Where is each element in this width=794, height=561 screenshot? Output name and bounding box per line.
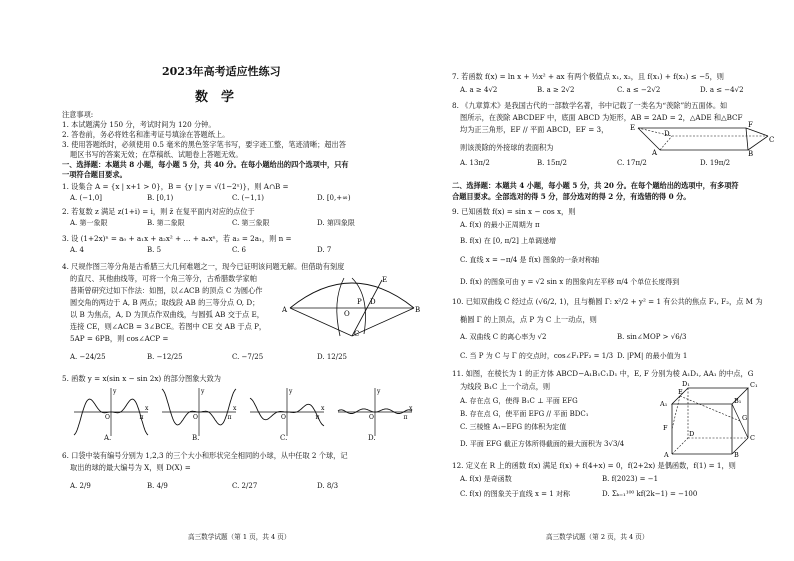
footer-left: 高三数学试题（第 1 页，共 4 页） (188, 533, 291, 541)
q5-graphs (62, 386, 432, 444)
q9-stem: 9. 已知函数 f(x) = sin x − cos x，则 (452, 207, 576, 216)
origin-label: O (193, 414, 198, 421)
q8-figure (628, 120, 778, 156)
q2-option-c[interactable]: C. 第三象限 (232, 219, 270, 227)
pi-label: π (227, 414, 232, 421)
q2-option-b[interactable]: B. 第二象限 (147, 219, 185, 227)
edge-fc (746, 128, 768, 136)
label-e: E (382, 276, 388, 284)
label-c: C (354, 330, 360, 338)
hyperbola (352, 278, 366, 334)
circle-arc (290, 283, 414, 308)
q8-option-d[interactable]: D. 19π/2 (700, 159, 731, 167)
q11-option-d[interactable]: D. 平面 EFG 截正方体所得截面的最大面积为 3√3/4 (460, 440, 625, 448)
q11-option-b[interactable]: B. 存在点 G，使平面 EFG // 平面 BDC₁ (460, 410, 589, 418)
section1-heading-2: 一项符合题目要求。 (62, 170, 127, 179)
q11-option-a[interactable]: A. 存在点 G，使得 B₁C ⊥ 平面 EFG (460, 397, 578, 405)
edge-ad (672, 438, 688, 454)
label-b: B (415, 306, 421, 314)
q7-option-d[interactable]: D. a ≤ −4√2 (700, 86, 744, 94)
q8-line: 则该羡除的外接球的表面积为 (460, 143, 554, 152)
q7-option-b[interactable]: B. a ≥ 2√2 (537, 86, 575, 94)
label-a: A (664, 451, 669, 458)
right-page (452, 0, 782, 561)
label-b: B (748, 150, 754, 156)
notice-line: 1. 本试题满分 150 分，考试时间为 120 分钟。 (62, 120, 216, 129)
q7-stem: 7. 若函数 f(x) = ln x + ½x² + ax 有两个极值点 x₁, x₂，且 f(x₁) + f(x₂) ≤ −5，则 (452, 72, 724, 81)
q1-option-b[interactable]: B. [0,1) (147, 194, 174, 202)
graph-b (162, 388, 237, 436)
segment-eg (680, 396, 740, 421)
pi-label: π (139, 414, 144, 421)
label-c1: C₁ (750, 381, 758, 389)
label-c: C (750, 434, 755, 442)
y-label: y (289, 388, 293, 395)
notice-line: 题区书写的答案无效；在草稿纸、试题卷上答题无效。 (70, 150, 243, 159)
label-a: A (652, 149, 658, 156)
q4-line: 普斯曾研究过如下作法：如图，以∠ACB 的顶点 C 为圆心作 (70, 286, 263, 295)
q12-option-a[interactable]: A. f(x) 是奇函数 (460, 475, 512, 483)
segment-cb (352, 308, 414, 336)
q10-option-d[interactable]: D. |PM| 的最小值为 1 (617, 352, 688, 360)
section2-heading: 二、选择题：本题共 4 小题，每小题 5 分，共 20 分。在每个题给出的选项中，有多项符 (452, 181, 739, 190)
label-e: E (678, 388, 683, 396)
q3-option-b[interactable]: B. 5 (147, 246, 162, 254)
edge-ea (638, 128, 660, 150)
q10-option-a[interactable]: A. 双曲线 C 的离心率为 √2 (460, 333, 547, 341)
q12-stem: 12. 定义在 R 上的函数 f(x) 满足 f(x) + f(4+x) = 0，f(2+2x) 是偶函数，f(1) = 1，则 (452, 461, 736, 470)
q6-option-a[interactable]: A. 2/9 (70, 482, 91, 490)
label-a: A (282, 306, 288, 314)
q2-option-a[interactable]: A. 第一象限 (70, 219, 108, 227)
q9-option-a[interactable]: A. f(x) 的最小正周期为 π (460, 221, 540, 229)
q5-stem: 5. 函数 y = x(sin x − sin 2x) 的部分图象大致为 (62, 374, 221, 383)
x-label: x (409, 405, 413, 412)
q1-option-d[interactable]: D. [0,+∞) (317, 194, 351, 202)
label-f: F (748, 121, 753, 129)
segment-ca (290, 308, 352, 336)
q11-figure (658, 378, 778, 458)
q1-option-c[interactable]: C. (−1,1) (232, 194, 265, 202)
notice-line: 3. 使用答题纸时，必须使用 0.5 毫米的黑色签字笔书写，要字迹工整，笔迹清晰；超出答 (62, 140, 346, 149)
graph-a (74, 388, 149, 436)
q1-stem: 1. 设集合 A = {x | x+1 > 0}，B = {y | y = √(1−2ˣ)}，则 A∩B = (62, 182, 289, 191)
q5-option-a[interactable]: A. (104, 434, 112, 442)
q4-option-b[interactable]: B. −12/25 (147, 353, 183, 361)
edge-ad (660, 136, 672, 150)
label-b: B (734, 451, 739, 458)
label-o: O (344, 310, 350, 318)
q8-option-a[interactable]: A. 13π/2 (460, 159, 490, 167)
pi-label: π (315, 414, 320, 421)
q1-option-a[interactable]: A. (−1,0] (70, 194, 102, 202)
pi-label: π (403, 414, 408, 421)
q11-option-c[interactable]: C. 三棱锥 A₁−EFG 的体积为定值 (460, 423, 567, 431)
q3-option-a[interactable]: A. 4 (70, 246, 84, 254)
notice-head: 注意事项: (62, 110, 94, 119)
hyperbola-branch (337, 278, 344, 336)
q3-stem: 3. 设 (1+2x)ⁿ = a₀ + a₁x + a₂x² + … + aₙxⁿ，若 a₂ = 2a₁，则 n = (62, 234, 292, 243)
q8-line: 均为正三角形，EF // 平面 ABCD，EF = 3， (460, 125, 609, 134)
q12-option-b[interactable]: B. f(2023) = −1 (602, 475, 659, 483)
origin-label: O (105, 414, 110, 421)
label-d: D (689, 430, 695, 438)
q5-option-c[interactable]: C. (280, 434, 288, 442)
q7-option-c[interactable]: C. a ≤ −2√2 (617, 86, 661, 94)
x-label: x (145, 405, 149, 412)
q4-line: 圆交角的两边于 A, B 两点；取线段 AB 的三等分点 O, D； (70, 298, 260, 307)
q11-line: 为线段 B₁C 上一个动点，则 (460, 382, 551, 391)
x-label: x (233, 405, 237, 412)
q6-option-d[interactable]: D. 8/3 (317, 482, 339, 490)
edge-bc (748, 136, 768, 150)
q12-option-d[interactable]: D. Σₖ₌₁¹⁰⁰ kf(2k−1) = −100 (602, 490, 698, 498)
q5-option-b[interactable]: B. (192, 434, 200, 442)
footer-right: 高三数学试题（第 2 页，共 4 页） (546, 533, 649, 541)
label-d1: D₁ (682, 380, 690, 388)
edge-fb (746, 128, 748, 150)
q3-option-d[interactable]: D. 7 (317, 246, 332, 254)
q9-option-d[interactable]: D. f(x) 的图象可由 y = √2 sin x 的图象向左平移 π/4 个单位长度得到 (460, 278, 680, 286)
q6-option-b[interactable]: B. 4/9 (147, 482, 168, 490)
q7-option-a[interactable]: A. a ≥ 4√2 (460, 86, 498, 94)
q10-option-b[interactable]: B. sin∠MOP > √6/3 (617, 333, 687, 341)
q8-option-b[interactable]: B. 15π/2 (537, 159, 567, 167)
q12-option-c[interactable]: C. f(x) 的图象关于直线 x = 1 对称 (460, 490, 570, 498)
q4-line: 连接 CE，则∠ACB = 3∠BCE。若图中 CE 交 AB 于点 P， (70, 322, 267, 331)
label-f: F (663, 424, 668, 432)
q4-line: 4. 尺规作图三等分角是古希腊三大几何难题之一，现今已证明该问题无解。但借助有刻度 (62, 262, 345, 271)
q6-line: 6. 口袋中装有编号分别为 1,2,3 的三个大小和形状完全相同的小球，从中任取 2 个球，记 (62, 451, 348, 460)
section2-heading-2: 合题目要求。全部选对的得 5 分，部分选对的得 2 分，有选错的得 0 分。 (452, 192, 691, 201)
q4-option-a[interactable]: A. −24/25 (70, 353, 106, 361)
subject-title: 数 学 (195, 90, 235, 105)
x-label: x (321, 405, 325, 412)
q4-option-d[interactable]: D. 12/25 (317, 353, 347, 361)
label-p: P (357, 298, 362, 306)
q10-line: 10. 已知双曲线 C 经过点 (√6/2, 1)，且与椭圆 Γ: x²/2 + y² = 1 有公共的焦点 F₁, F₂，点 M 为 (452, 297, 763, 306)
q8-option-c[interactable]: C. 17π/2 (617, 159, 647, 167)
y-label: y (113, 388, 117, 395)
origin-label: O (281, 414, 286, 421)
graph-d (338, 388, 413, 436)
q4-line: 的直尺、其他曲线等，可将一个角三等分，古希腊数学家帕 (70, 274, 257, 283)
q2-option-d[interactable]: D. 第四象限 (317, 219, 355, 227)
q8-line: 图所示，在羡除 ABCDEF 中，底面 ABCD 为矩形，AB = 2AD = 2，△ADE 和△BCF (460, 113, 743, 122)
q2-stem: 2. 若复数 z 满足 z(1+i) = i，则 z̄ 在复平面内对应的点位于 (62, 207, 255, 216)
q3-option-c[interactable]: C. 6 (232, 246, 247, 254)
graph-c (250, 388, 325, 436)
label-c: C (769, 136, 775, 144)
label-d: D (664, 130, 670, 138)
origin-label: O (369, 414, 374, 421)
label-d: D (370, 298, 376, 306)
q4-line: 以 B 为焦点，A, D 为顶点作双曲线，与圆弧 AB 交于点 E， (70, 310, 264, 319)
y-label: y (377, 388, 381, 395)
q4-line: 5AP = 6PB，则 cos∠ACP = (70, 334, 169, 343)
label-g: G (742, 414, 748, 422)
q9-option-c[interactable]: C. 直线 x = −π/4 是 f(x) 图象的一条对称轴 (460, 256, 599, 264)
label-e: E (630, 124, 636, 132)
segment-ef (672, 396, 680, 429)
q6-option-c[interactable]: C. 2/27 (232, 482, 258, 490)
label-a1: A₁ (660, 400, 668, 408)
q4-option-c[interactable]: C. −7/25 (232, 353, 264, 361)
q10-option-c[interactable]: C. 当 P 为 C 与 Γ 的交点时，cos∠F₁PF₂ = 1/3 (460, 352, 614, 360)
q5-option-d[interactable]: D. (368, 434, 376, 442)
q4-figure (282, 276, 422, 338)
notice-line: 2. 答卷前，务必将姓名和准考证号填涂在答题纸上。 (62, 130, 230, 139)
section1-heading: 一、选择题：本题共 8 小题，每小题 5 分，共 40 分。在每小题给出的四个选项中，只有 (62, 160, 349, 169)
q10-line: 椭圆 Γ 的上顶点，点 P 为 C 上一动点，则 (460, 315, 597, 324)
q8-line: 8. 《九章算术》是我国古代的一部数学名著，书中记载了一类名为“羡除”的五面体。如 (452, 101, 728, 110)
exam-title: 2023年高考适应性练习 (162, 65, 281, 78)
q6-line: 取出的球的最大编号为 X，则 D(X) = (70, 463, 191, 472)
q11-line: 11. 如图，在棱长为 1 的正方体 ABCD−A₁B₁C₁D₁ 中，E, F 分别为棱 A₁D₁, AA₁ 的中点，G (452, 369, 754, 378)
y-label: y (201, 388, 205, 395)
q9-option-b[interactable]: B. f(x) 在 [0, π/2] 上单调递增 (460, 237, 557, 245)
label-b1: B₁ (734, 397, 742, 405)
left-page (62, 0, 432, 561)
